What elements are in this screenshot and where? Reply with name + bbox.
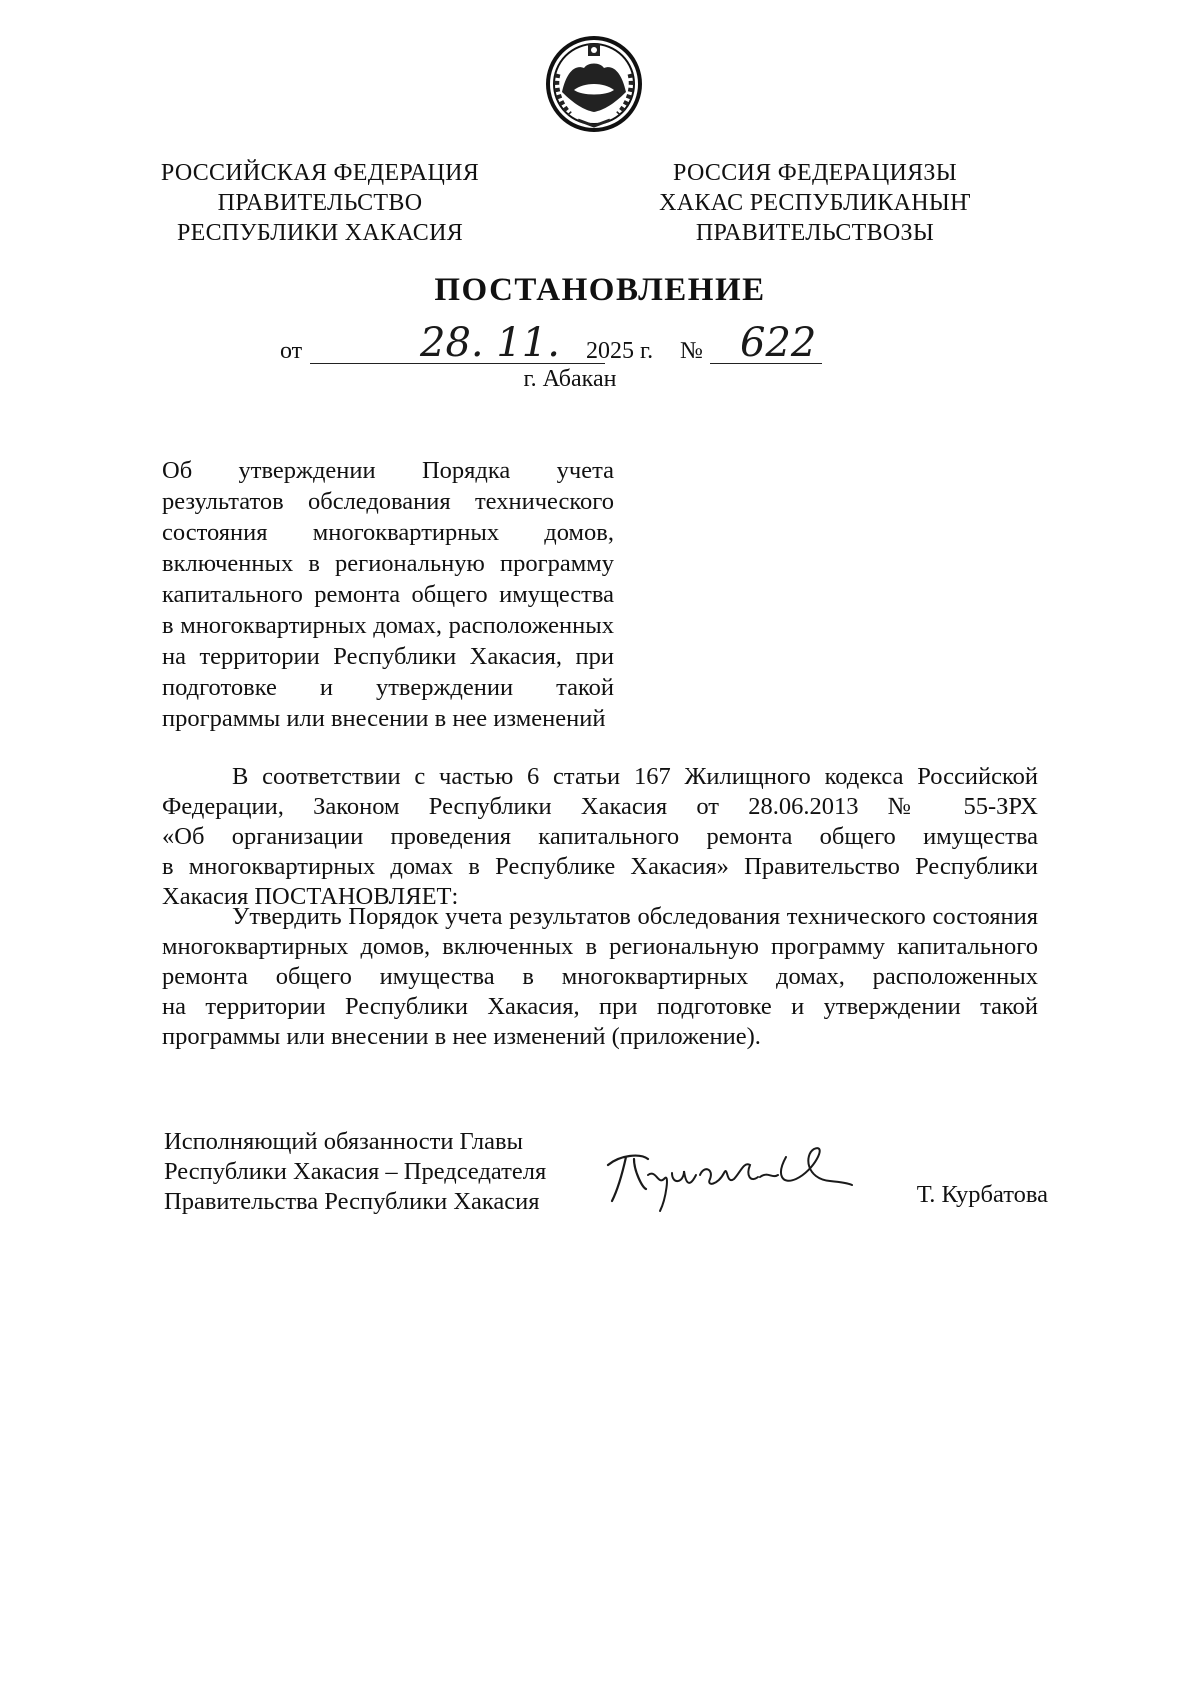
paragraph-line: В соответствии с частью 6 статьи 167 Жилищного кодекса Российской: [232, 763, 1038, 790]
coat-of-arms-emblem: [544, 34, 644, 134]
subject-line: капитального ремонта общего имущества: [162, 581, 614, 608]
header-left: [150, 158, 490, 248]
city-label: г. Абакан: [523, 366, 617, 392]
paragraph-line: ремонта общего имущества в многоквартирных домах, расположенных: [162, 963, 1038, 990]
signatory-title-line: Исполняющий обязанности Главы: [164, 1128, 524, 1155]
subject-line: Об утверждении Порядка учета: [162, 457, 614, 484]
number-sign: №: [680, 338, 703, 364]
signatory-name: Т. Курбатова: [916, 1181, 1048, 1208]
paragraph-line: «Об организации проведения капитального ремонта общего имущества: [162, 823, 1038, 850]
subject-line: в многоквартирных домах, расположенных: [162, 612, 614, 639]
header-right-line: ХАКАС РЕСПУБЛИКАНЫҤ: [659, 190, 971, 216]
paragraph-line: Утвердить Порядок учета результатов обследования технического состояния: [232, 903, 1038, 930]
paragraph-line: в многоквартирных домах в Республике Хакасия» Правительство Республики: [162, 853, 1038, 880]
paragraph-line: Федерации, Законом Республики Хакасия от 28.06.2013 № 55-ЗРХ: [162, 793, 1038, 820]
subject-line: включенных в региональную программу: [162, 550, 614, 577]
subject-line: программы или внесении в нее изменений: [162, 705, 606, 732]
header-left-line: РОССИЙСКАЯ ФЕДЕРАЦИЯ: [160, 160, 480, 186]
date-number-line: [280, 320, 880, 370]
document-type-title: ПОСТАНОВЛЕНИЕ: [434, 272, 766, 308]
signatory-title-line: Республики Хакасия – Председателя: [164, 1158, 547, 1185]
paragraph-line: многоквартирных домов, включенных в региональную программу капитального: [162, 933, 1038, 960]
paragraph-line: программы или внесении в нее изменений (приложение).: [162, 1023, 761, 1050]
signatory-title-line: Правительства Республики Хакасия: [164, 1188, 540, 1215]
subject-line: подготовке и утверждении такой: [162, 674, 614, 701]
paragraph-line: Хакасия ПОСТАНОВЛЯЕТ:: [162, 883, 459, 910]
paragraph-1: [162, 762, 1038, 912]
subject-block: [162, 455, 614, 734]
header-left-line: ПРАВИТЕЛЬСТВО: [217, 190, 423, 216]
header-right-line: РОССИЯ ФЕДЕРАЦИЯЗЫ: [673, 160, 957, 186]
handwritten-number: 622: [740, 320, 817, 366]
header-right-line: ПРАВИТЕЛЬСТВОЗЫ: [695, 220, 935, 246]
header-right: [650, 158, 980, 248]
handwritten-signature: [600, 1135, 860, 1215]
date-prefix: от: [280, 338, 303, 364]
header-left-line: РЕСПУБЛИКИ ХАКАСИЯ: [176, 220, 464, 246]
paragraph-2: [162, 902, 1038, 1052]
subject-line: на территории Республики Хакасия, при: [162, 643, 614, 670]
emblem-icon: [544, 34, 644, 134]
signatory-title: [164, 1127, 584, 1217]
paragraph-line: на территории Республики Хакасия, при подготовке и утверждении такой: [162, 993, 1038, 1020]
signature-graphic: [600, 1135, 860, 1215]
handwritten-date: 28. 11.: [420, 320, 560, 366]
subject-line: результатов обследования технического: [162, 488, 614, 515]
date-year: 2025 г.: [586, 338, 654, 364]
subject-line: состояния многоквартирных домов,: [162, 519, 614, 546]
